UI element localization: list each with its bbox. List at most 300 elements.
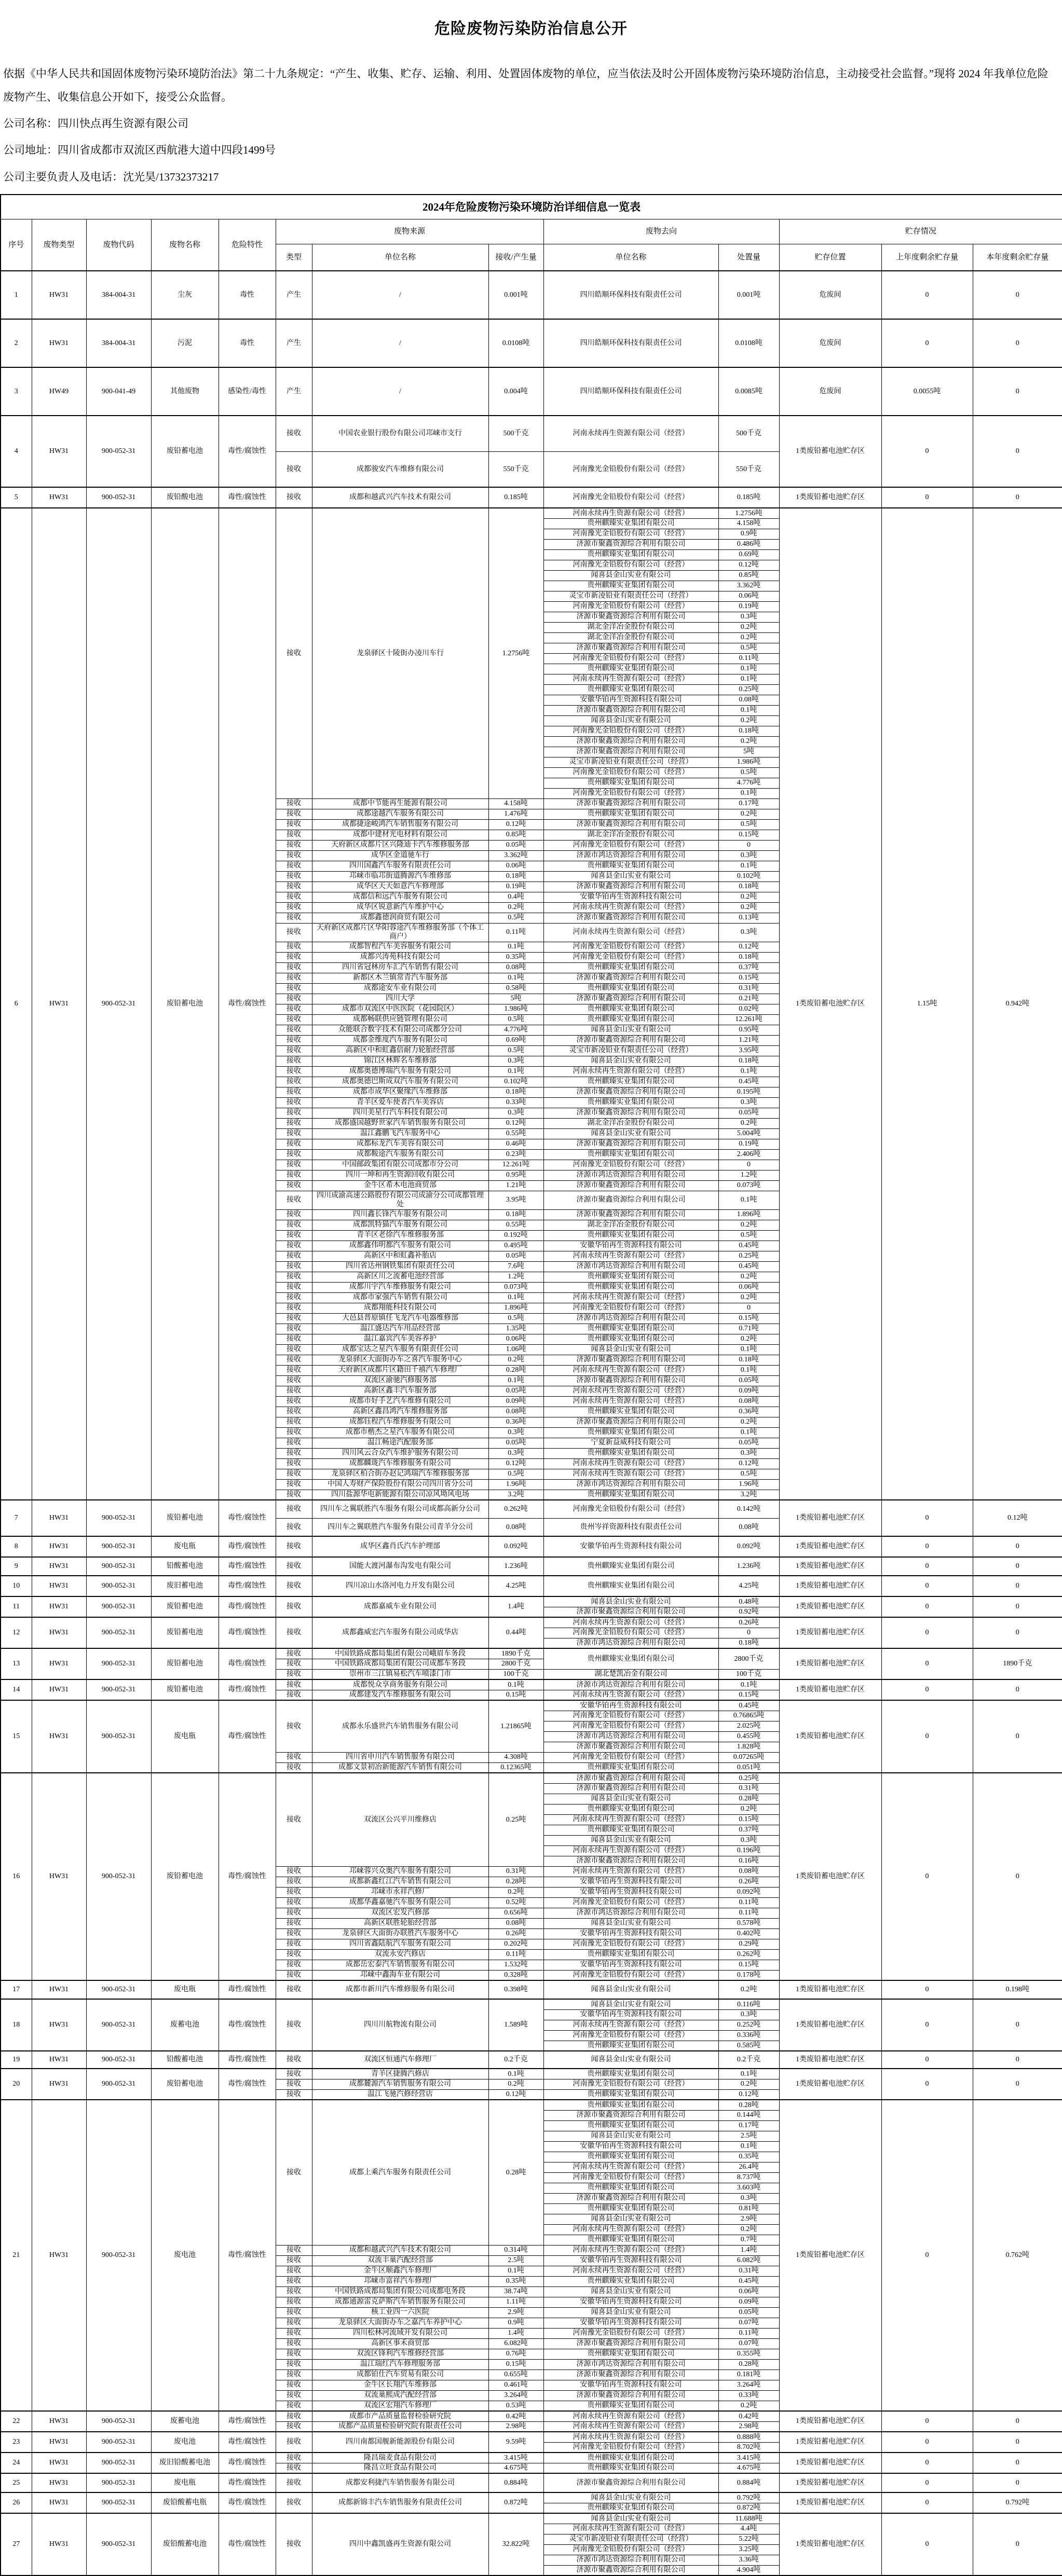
source-type-cell: 接收: [276, 2421, 312, 2432]
source-name-cell: 成都捷途峻鸿汽车销售服务有限公司: [312, 819, 488, 830]
source-qty-cell: 0.12吨: [488, 819, 543, 830]
dest-qty-cell: 3.36吨: [718, 2555, 779, 2565]
dest-qty-cell: 0.19吨: [718, 601, 779, 612]
source-type-cell: 接收: [276, 983, 312, 994]
dest-qty-cell: 0.05吨: [718, 2307, 779, 2318]
dest-qty-cell: 0.1吨: [718, 705, 779, 715]
source-type-cell: 接收: [276, 1690, 312, 1700]
source-name-cell: 四川省达州钢铁集团有限责任公司: [312, 1261, 488, 1272]
source-name-cell: 天府新区成都片区籍田千禧汽车修理厂: [312, 1365, 488, 1375]
source-type-cell: 接收: [276, 2328, 312, 2338]
serial-cell: 19: [1, 2051, 32, 2069]
table-row: [1, 1980, 1062, 1999]
source-name-cell: 四川省冠林房车汇汽车销售有限公司: [312, 962, 488, 973]
hazard-cell: 毒性/腐蚀性: [219, 2513, 276, 2575]
dest-qty-cell: 0.585吨: [718, 2041, 779, 2051]
storage-prev-cell: 0: [881, 1980, 973, 1999]
dest-name-cell: 安徽华铂再生资源科技有限公司: [543, 2297, 718, 2307]
waste-code-cell: 900-052-31: [86, 1980, 151, 1999]
source-qty-cell: 0.1吨: [488, 1375, 543, 1386]
dest-qty-cell: 0.18吨: [718, 1638, 779, 1648]
dest-name-cell: 贵州麒臻实业集团有限公司: [543, 2235, 718, 2245]
source-type-cell: 接收: [276, 416, 312, 451]
waste-name-cell: 废铅蓄电池: [151, 1617, 219, 1648]
source-name-cell: 中国人寿财产保险股份有限公司四川省分公司: [312, 1479, 488, 1490]
source-name-cell: 成都永乐盛世汽车销售服务有限公司: [312, 1700, 488, 1752]
dest-name-cell: 济源市聚鑫资源综合利用有限公司: [543, 747, 718, 757]
source-type-cell: 接收: [276, 451, 312, 487]
dest-qty-cell: 550千克: [718, 451, 779, 487]
dest-qty-cell: 0.1吨: [718, 1427, 779, 1438]
source-qty-cell: 0.28吨: [488, 1365, 543, 1375]
waste-code-cell: 900-052-31: [86, 2513, 151, 2575]
dest-qty-cell: 0.45吨: [718, 1077, 779, 1087]
source-name-cell: 青羊区爱车使者汽车美容店: [312, 1097, 488, 1108]
hazard-cell: 毒性/腐蚀性: [219, 2069, 276, 2100]
source-name-cell: 成华区天天如意汽车修理部: [312, 881, 488, 892]
source-qty-cell: 0.19吨: [488, 881, 543, 892]
dest-name-cell: 贵州岑祥资源科技有限责任公司: [543, 1518, 718, 1536]
dest-qty-cell: 0.15吨: [718, 1690, 779, 1700]
source-qty-cell: 0.18吨: [488, 1209, 543, 1220]
dest-name-cell: 贵州麒臻实业集团有限公司: [543, 2183, 718, 2193]
storage-prev-cell: 0: [881, 271, 973, 319]
waste-type-cell: HW31: [32, 508, 86, 1500]
dest-qty-cell: 0.3吨: [718, 612, 779, 622]
storage-current-cell: 0: [973, 1576, 1062, 1596]
dest-qty-cell: 0.073吨: [718, 1180, 779, 1191]
dest-name-cell: 湖北楚凯冶金有限公司: [543, 1669, 718, 1679]
source-name-cell: 龙泉驿区十陵街办凌川车行: [312, 508, 488, 798]
source-name-cell: 成都奥德博瑞汽车服务有限公司: [312, 1066, 488, 1077]
dest-qty-cell: 12.261吨: [718, 1014, 779, 1025]
source-qty-cell: 0.2吨: [488, 902, 543, 913]
dest-name-cell: 济源市鸿达资源综合利用有限公司: [543, 1313, 718, 1324]
storage-prev-cell: 0: [881, 2069, 973, 2100]
source-qty-cell: 5吨: [488, 994, 543, 1004]
waste-type-cell: HW31: [32, 319, 86, 367]
waste-code-cell: 900-052-31: [86, 1648, 151, 1679]
waste-name-cell: 污泥: [151, 319, 219, 367]
dest-qty-cell: 0.21吨: [718, 994, 779, 1004]
storage-current-cell: 1890千克: [973, 1648, 1062, 1679]
storage-current-cell: 0: [973, 367, 1062, 416]
storage-current-cell: 0: [973, 1700, 1062, 1773]
source-name-cell: 成都市新川汽车维修服务有限公司: [312, 1980, 488, 1999]
waste-code-cell: 900-052-31: [86, 1773, 151, 1980]
page-title: 危险废物污染防治信息公开: [434, 20, 628, 37]
source-name-cell: 金牛区顺鑫汽车修理厂: [312, 2266, 488, 2276]
dest-qty-cell: 1.828吨: [718, 1742, 779, 1752]
dest-qty-cell: 4.4吨: [718, 2524, 779, 2534]
hazard-cell: 毒性: [219, 271, 276, 319]
source-qty-cell: 1.532吨: [488, 1960, 543, 1970]
dest-qty-cell: 0.5吨: [718, 643, 779, 653]
dest-qty-cell: 0.12吨: [718, 560, 779, 570]
storage-current-cell: 0: [973, 1617, 1062, 1648]
dest-name-cell: 闻喜县金山实业有限公司: [543, 1596, 718, 1607]
source-name-cell: 成都宝达之星汽车服务有限责任公司: [312, 1344, 488, 1355]
dest-name-cell: 河南豫光金铅股份有限公司（经营）: [543, 1160, 718, 1170]
dest-name-cell: 贵州麒臻实业集团有限公司: [543, 1324, 718, 1334]
dest-qty-cell: 0.15吨: [718, 1960, 779, 1970]
waste-type-cell: HW31: [32, 1500, 86, 1536]
source-name-cell: 温江瑞红汽车修理服务部: [312, 2359, 488, 2370]
source-qty-cell: 0.192吨: [488, 1230, 543, 1241]
source-name-cell: 成都岳宏泰汽车销售服务有限公司: [312, 1960, 488, 1970]
dest-qty-cell: 0.12吨: [718, 2089, 779, 2100]
waste-type-cell: HW31: [32, 487, 86, 508]
source-type-cell: 接收: [276, 1139, 312, 1149]
source-name-cell: 中国铁路成都局集团有限公司峨眉车务段: [312, 1648, 488, 1659]
dest-name-cell: 贵州麒臻实业集团有限公司: [543, 1949, 718, 1960]
source-qty-cell: 0.05吨: [488, 1251, 543, 1261]
dest-qty-cell: 3.264吨: [718, 2380, 779, 2390]
dest-qty-cell: 0.2吨: [718, 1980, 779, 1999]
dest-name-cell: 安徽华铂再生资源科技有限公司: [543, 1700, 718, 1711]
dest-name-cell: 贵州麒臻实业集团有限公司: [543, 1490, 718, 1500]
dest-qty-cell: 500千克: [718, 416, 779, 451]
source-name-cell: 成都中节能再生能源有限公司: [312, 798, 488, 809]
table-row: [1, 1617, 1062, 1628]
dest-name-cell: 闻喜县金山实业有限公司: [543, 1918, 718, 1928]
dest-qty-cell: 0.26吨: [718, 1877, 779, 1887]
dest-name-cell: 闻喜县金山实业有限公司: [543, 2051, 718, 2069]
source-type-cell: 接收: [276, 1149, 312, 1160]
waste-code-cell: 900-052-31: [86, 2069, 151, 2100]
hazard-cell: 毒性: [219, 319, 276, 367]
source-qty-cell: 0.55吨: [488, 1128, 543, 1139]
dest-qty-cell: 5.22吨: [718, 2534, 779, 2544]
source-name-cell: 成都鑫伟明都汽车服务有限公司: [312, 1241, 488, 1251]
dest-name-cell: 河南永续再生资源有限公司（经营）: [543, 416, 718, 451]
source-type-cell: 接收: [276, 1180, 312, 1191]
storage-location-cell: 1类废铅蓄电池贮存区: [779, 2411, 881, 2432]
dest-name-cell: 河南豫光金铅股份有限公司（经营）: [543, 942, 718, 952]
hazard-cell: 毒性/腐蚀性: [219, 2492, 276, 2513]
dest-name-cell: 贵州麒臻实业集团有限公司: [543, 861, 718, 871]
dest-qty-cell: 0.2吨: [718, 1292, 779, 1303]
source-qty-cell: 1.96吨: [488, 1479, 543, 1490]
dest-qty-cell: 0.252吨: [718, 2020, 779, 2030]
dest-qty-cell: 0.31吨: [718, 2266, 779, 2276]
source-type-cell: 接收: [276, 1045, 312, 1056]
source-type-cell: 接收: [276, 1752, 312, 1762]
dest-qty-cell: 0.185吨: [718, 487, 779, 508]
hazard-cell: 毒性/腐蚀性: [219, 1557, 276, 1576]
dest-name-cell: 济源市聚鑫资源综合利用有限公司: [543, 2390, 718, 2401]
source-qty-cell: 0.656吨: [488, 1908, 543, 1918]
dest-name-cell: 贵州麒臻实业集团有限公司: [543, 1077, 718, 1087]
dest-name-cell: 河南豫光金铅股份有限公司（经营）: [543, 840, 718, 850]
serial-cell: 12: [1, 1617, 32, 1648]
storage-current-cell: 0: [973, 2069, 1062, 2100]
dest-qty-cell: 0.2吨: [718, 902, 779, 913]
dest-qty-cell: 3.95吨: [718, 1045, 779, 1056]
source-qty-cell: 0.655吨: [488, 2370, 543, 2380]
dest-name-cell: 河南豫光金铅股份有限公司（经营）: [543, 653, 718, 664]
source-type-cell: 接收: [276, 2453, 312, 2463]
dest-qty-cell: 0.2吨: [718, 736, 779, 747]
dest-qty-cell: 6.082吨: [718, 2255, 779, 2266]
dest-qty-cell: 8.702吨: [718, 2442, 779, 2453]
dest-qty-cell: 0.2吨: [718, 2224, 779, 2235]
source-qty-cell: 0.15吨: [488, 2359, 543, 2370]
source-name-cell: 温江盛达汽车用品经营部: [312, 1324, 488, 1334]
source-name-cell: 四川美星行汽车科技有限公司: [312, 1108, 488, 1118]
dest-name-cell: 贵州麒臻实业集团有限公司: [543, 1282, 718, 1292]
dest-qty-cell: 0.144吨: [718, 2110, 779, 2120]
dest-name-cell: 贵州麒臻实业集团有限公司: [543, 1825, 718, 1835]
source-name-cell: 高新区联胜轮胎经营部: [312, 1918, 488, 1928]
dest-qty-cell: 0.2吨: [718, 632, 779, 643]
table-row: [1, 1596, 1062, 1607]
source-name-cell: 成都产品质量检验研究院有限责任公司: [312, 2421, 488, 2432]
table-row: [1, 416, 1062, 451]
source-name-cell: 四川南都国舰新能源股份有限公司: [312, 2432, 488, 2453]
dest-name-cell: 河南永续再生资源有限公司（经营）: [543, 2432, 718, 2442]
dest-name-cell: 河南永续再生资源有限公司（经营）: [543, 2245, 718, 2255]
source-type-cell: 接收: [276, 1999, 312, 2051]
source-type-cell: 接收: [276, 2473, 312, 2492]
source-qty-cell: 0.1吨: [488, 1679, 543, 1690]
serial-cell: 8: [1, 1536, 32, 1557]
waste-name-cell: 废铅蓄电池: [151, 1500, 219, 1536]
storage-location-cell: 1类废铅蓄电池贮存区: [779, 2069, 881, 2100]
dest-name-cell: 贵州麒臻实业集团有限公司: [543, 581, 718, 591]
dest-name-cell: 河南永续再生资源有限公司（经营）: [543, 1866, 718, 1877]
table-row: [1, 2453, 1062, 2463]
dest-name-cell: 济源市鸿达资源综合利用有限公司: [543, 1170, 718, 1180]
source-name-cell: 成都麓源汽车销售服务有限公司: [312, 2079, 488, 2089]
source-type-cell: 接收: [276, 809, 312, 819]
storage-location-cell: 危废间: [779, 367, 881, 416]
hazard-cell: 毒性/腐蚀性: [219, 416, 276, 487]
dest-qty-cell: 0.262吨: [718, 1949, 779, 1960]
source-name-cell: 国能大渡河瀑布沟发电有限公司: [312, 1557, 488, 1576]
dest-qty-cell: 1.2吨: [718, 1170, 779, 1180]
source-type-cell: 接收: [276, 2432, 312, 2453]
source-name-cell: 温江飞驰汽修经营店: [312, 2089, 488, 2100]
dest-qty-cell: 0.92吨: [718, 1607, 779, 1617]
dest-qty-cell: 1.96吨: [718, 1479, 779, 1490]
dest-name-cell: 宁夏新益威科技有限公司: [543, 1438, 718, 1448]
header-storage-group: 贮存情况: [779, 219, 1062, 244]
dest-qty-cell: 0.051吨: [718, 1762, 779, 1773]
waste-name-cell: 其他废物: [151, 367, 219, 416]
dest-name-cell: 闻喜县金山实业有限公司: [543, 2214, 718, 2224]
dest-name-cell: 四川皓顺环保科技有限责任公司: [543, 367, 718, 416]
dest-name-cell: 安徽华铂再生资源科技有限公司: [543, 1928, 718, 1939]
header-source-type: 类型: [276, 244, 312, 271]
storage-current-cell: 0.942吨: [973, 508, 1062, 1500]
storage-prev-cell: 0: [881, 2100, 973, 2411]
source-type-cell: 接收: [276, 1427, 312, 1438]
waste-type-cell: HW31: [32, 1617, 86, 1648]
dest-name-cell: 河南豫光金铅股份有限公司（经营）: [543, 1303, 718, 1313]
dest-name-cell: 安徽华铂再生资源科技有限公司: [543, 1960, 718, 1970]
source-type-cell: 接收: [276, 1596, 312, 1617]
source-name-cell: 成都凯特猫汽车服务有限公司: [312, 1220, 488, 1230]
dest-name-cell: 河南豫光金铅股份有限公司（经营）: [543, 601, 718, 612]
dest-qty-cell: 0.15吨: [718, 1814, 779, 1825]
dest-qty-cell: 0.37吨: [718, 962, 779, 973]
source-qty-cell: 0.36吨: [488, 1417, 543, 1427]
dest-qty-cell: 0.11吨: [718, 1897, 779, 1908]
dest-qty-cell: 0.3吨: [718, 1097, 779, 1108]
source-qty-cell: 0.185吨: [488, 487, 543, 508]
source-name-cell: 四川中鑫凯盛再生资源有限公司: [312, 2513, 488, 2575]
waste-type-cell: HW31: [32, 2492, 86, 2513]
company-name-line: 公司名称：四川快点再生资源有限公司: [3, 117, 188, 130]
storage-location-cell: 1类废铅蓄电池贮存区: [779, 2513, 881, 2575]
dest-name-cell: 济源市鸿达资源综合利用有限公司: [543, 1261, 718, 1272]
dest-name-cell: 济源市鸿达资源综合利用有限公司: [543, 1908, 718, 1918]
source-qty-cell: 1.236吨: [488, 1557, 543, 1576]
dest-name-cell: 贵州麒臻实业集团有限公司: [543, 1648, 718, 1669]
source-type-cell: 接收: [276, 1928, 312, 1939]
dest-name-cell: 济源市聚鑫资源综合利用有限公司: [543, 1108, 718, 1118]
dest-qty-cell: 0.18吨: [718, 1056, 779, 1066]
source-type-cell: 接收: [276, 2318, 312, 2328]
dest-name-cell: 河南豫光金铅股份有限公司（经营）: [543, 2172, 718, 2183]
dest-qty-cell: 0.2吨: [718, 622, 779, 632]
source-type-cell: 接收: [276, 2359, 312, 2370]
source-qty-cell: 0.18吨: [488, 871, 543, 881]
storage-current-cell: 0.12吨: [973, 1500, 1062, 1536]
source-type-cell: 接收: [276, 1087, 312, 1097]
source-type-cell: 接收: [276, 487, 312, 508]
dest-name-cell: 安徽华铂再生资源科技有限公司: [543, 695, 718, 705]
table-title: 2024年危险废物污染环境防治详细信息一览表: [1, 195, 1062, 219]
source-type-cell: 接收: [276, 2276, 312, 2286]
hazard-cell: 毒性/腐蚀性: [219, 2411, 276, 2432]
dest-qty-cell: 0.19吨: [718, 1139, 779, 1149]
source-name-cell: 温江嘉宾汽车美容养护: [312, 1334, 488, 1344]
waste-name-cell: 铅酸蓄电池: [151, 1557, 219, 1576]
source-type-cell: 产生: [276, 319, 312, 367]
storage-prev-cell: 0: [881, 416, 973, 487]
dest-name-cell: 河南永续再生资源有限公司（经营）: [543, 2266, 718, 2276]
source-type-cell: 接收: [276, 840, 312, 850]
source-qty-cell: 2800千克: [488, 1659, 543, 1669]
storage-prev-cell: 0: [881, 1999, 973, 2051]
source-type-cell: 接收: [276, 1949, 312, 1960]
dest-name-cell: 湖北金洋冶金股份有限公司: [543, 1220, 718, 1230]
source-qty-cell: 0.398吨: [488, 1980, 543, 1999]
dest-name-cell: 河南豫光金铅股份有限公司（经营）: [543, 1752, 718, 1762]
source-qty-cell: 0.18吨: [488, 1087, 543, 1097]
source-name-cell: 四川成渝高速公路股份有限公司成渝分公司成都管理处: [312, 1191, 488, 1209]
dest-qty-cell: 0.15吨: [718, 830, 779, 840]
dest-qty-cell: 0.16吨: [718, 1856, 779, 1866]
storage-current-cell: 0: [973, 416, 1062, 487]
header-waste-name: 废物名称: [151, 219, 219, 271]
dest-qty-cell: 0.578吨: [718, 1918, 779, 1928]
dest-name-cell: 济源市聚鑫资源综合利用有限公司: [543, 1087, 718, 1097]
source-qty-cell: 0.092吨: [488, 1536, 543, 1557]
source-name-cell: 核工业四一六医院: [312, 2307, 488, 2318]
waste-type-cell: HW31: [32, 2473, 86, 2492]
dest-name-cell: 河南永续再生资源有限公司（经营）: [543, 1458, 718, 1469]
header-serial: 序号: [1, 219, 32, 271]
dest-qty-cell: 0.116吨: [718, 1999, 779, 2009]
storage-prev-cell: 0: [881, 1648, 973, 1679]
source-qty-cell: 7.6吨: [488, 1261, 543, 1272]
source-name-cell: 成都鑫德润商贸有限公司: [312, 913, 488, 923]
dest-name-cell: 济源市鸿达资源综合利用有限公司: [543, 2555, 718, 2565]
dest-qty-cell: 0.2吨: [718, 1272, 779, 1282]
storage-prev-cell: 0: [881, 2411, 973, 2432]
dest-name-cell: 安徽华铂再生资源科技有限公司: [543, 2380, 718, 2390]
source-name-cell: 大邑县晋原镇任飞龙汽车电器维修部: [312, 1313, 488, 1324]
source-name-cell: 成都文景初冶新能源汽车销售有限公司: [312, 1762, 488, 1773]
waste-code-cell: 900-052-31: [86, 1999, 151, 2051]
waste-type-cell: HW31: [32, 2432, 86, 2453]
dest-name-cell: 闻喜县金山实业有限公司: [543, 1056, 718, 1066]
dest-name-cell: 贵州麒臻实业集团有限公司: [543, 2349, 718, 2359]
source-qty-cell: 3.95吨: [488, 1191, 543, 1209]
source-type-cell: 接收: [276, 902, 312, 913]
source-type-cell: 接收: [276, 1576, 312, 1596]
table-row: [1, 1536, 1062, 1557]
source-qty-cell: 1.2吨: [488, 1272, 543, 1282]
serial-cell: 23: [1, 2432, 32, 2453]
dest-name-cell: 贵州麒臻实业集团有限公司: [543, 1762, 718, 1773]
dest-qty-cell: 0.3吨: [718, 2009, 779, 2020]
dest-name-cell: 贵州麒臻实业集团有限公司: [543, 549, 718, 560]
source-name-cell: 高新区事禾商贸部: [312, 2338, 488, 2349]
waste-code-cell: 900-052-31: [86, 1536, 151, 1557]
dest-qty-cell: 0.71吨: [718, 1324, 779, 1334]
source-qty-cell: 0.1吨: [488, 2266, 543, 2276]
source-qty-cell: 4.308吨: [488, 1752, 543, 1762]
source-qty-cell: 0.0108吨: [488, 319, 543, 367]
dest-name-cell: 河南豫光金铅股份有限公司（经营）: [543, 1500, 718, 1518]
source-qty-cell: 0.884吨: [488, 2473, 543, 2492]
dest-name-cell: 安徽华铂再生资源科技有限公司: [543, 892, 718, 902]
source-type-cell: 接收: [276, 1261, 312, 1272]
dest-qty-cell: 0.31吨: [718, 983, 779, 994]
dest-qty-cell: 0.3吨: [718, 1448, 779, 1458]
dest-qty-cell: 0.45吨: [718, 1241, 779, 1251]
hazard-cell: 毒性/腐蚀性: [219, 1536, 276, 1557]
source-name-cell: 高新区鑫丰汽车服务部: [312, 1386, 488, 1396]
source-name-cell: 天府新区成都片区华阳蓉途汽车维修服务部（个体工商户）: [312, 923, 488, 942]
storage-prev-cell: 0: [881, 1617, 973, 1648]
source-type-cell: 接收: [276, 1396, 312, 1407]
source-name-cell: 成都畅联供应链管理有限公司: [312, 1014, 488, 1025]
source-name-cell: 隆昌瑞麦食品有限公司: [312, 2453, 488, 2463]
source-type-cell: 接收: [276, 962, 312, 973]
waste-type-cell: HW31: [32, 2100, 86, 2411]
dest-name-cell: 济源市聚鑫资源综合利用有限公司: [543, 1209, 718, 1220]
source-qty-cell: 2.98吨: [488, 2421, 543, 2432]
source-qty-cell: 12.261吨: [488, 1160, 543, 1170]
company-contact-line: 公司主要负责人及电话：沈光昊/13732373217: [3, 170, 219, 183]
source-type-cell: 接收: [276, 1170, 312, 1180]
storage-prev-cell: 0: [881, 319, 973, 367]
source-name-cell: 成都中建材光电材料有限公司: [312, 830, 488, 840]
source-type-cell: 接收: [276, 1536, 312, 1557]
source-type-cell: 接收: [276, 1939, 312, 1949]
source-type-cell: 接收: [276, 1014, 312, 1025]
waste-code-cell: 900-052-31: [86, 487, 151, 508]
source-type-cell: 接收: [276, 2401, 312, 2411]
header-source-group: 废物来源: [276, 219, 543, 244]
hazard-cell: 毒性/腐蚀性: [219, 1679, 276, 1700]
dest-name-cell: 闻喜县金山实业有限公司: [543, 2513, 718, 2524]
